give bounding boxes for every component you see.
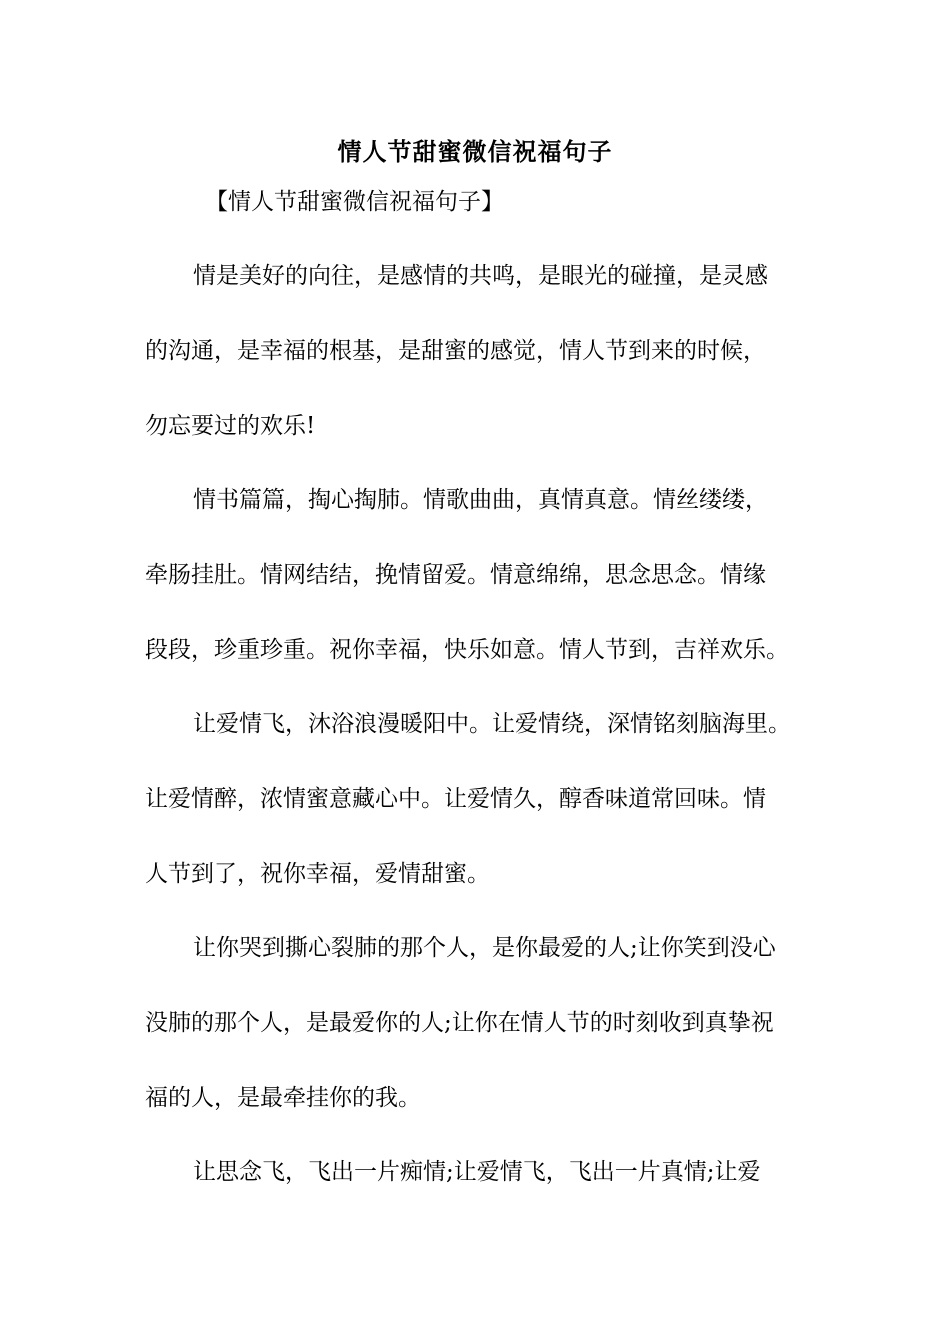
paragraph-line: 的沟通，是幸福的根基，是甜蜜的感觉，情人节到来的时候， bbox=[145, 338, 766, 364]
paragraph-line: 情书篇篇，掏心掏肺。情歌曲曲，真情真意。情丝缕缕， bbox=[193, 487, 768, 513]
document-title: 情人节甜蜜微信祝福句子 bbox=[337, 137, 613, 166]
paragraph-line: 情是美好的向往，是感情的共鸣，是眼光的碰撞，是灵感 bbox=[193, 263, 768, 289]
document-subtitle: 【情人节甜蜜微信祝福句子】 bbox=[205, 189, 504, 215]
paragraph-line: 人节到了，祝你幸福，爱情甜蜜。 bbox=[145, 861, 490, 887]
paragraph-line: 没肺的那个人，是最爱你的人;让你在情人节的时刻收到真挚祝 bbox=[145, 1010, 774, 1036]
paragraph-line: 勿忘要过的欢乐! bbox=[145, 413, 316, 439]
paragraph-line: 让思念飞，飞出一片痴情;让爱情飞，飞出一片真情;让爱 bbox=[193, 1159, 761, 1185]
paragraph-line: 让爱情飞，沐浴浪漫暖阳中。让爱情绕，深情铭刻脑海里。 bbox=[193, 711, 791, 737]
paragraph-line: 福的人，是最牵挂你的我。 bbox=[145, 1085, 421, 1111]
paragraph-line: 段段，珍重珍重。祝你幸福，快乐如意。情人节到，吉祥欢乐。 bbox=[145, 637, 789, 663]
paragraph-line: 牵肠挂肚。情网结结，挽情留爱。情意绵绵，思念思念。情缘 bbox=[145, 562, 766, 588]
paragraph-line: 让爱情醉，浓情蜜意藏心中。让爱情久，醇香味道常回味。情 bbox=[145, 786, 766, 812]
paragraph-line: 让你哭到撕心裂肺的那个人，是你最爱的人;让你笑到没心 bbox=[193, 935, 776, 961]
